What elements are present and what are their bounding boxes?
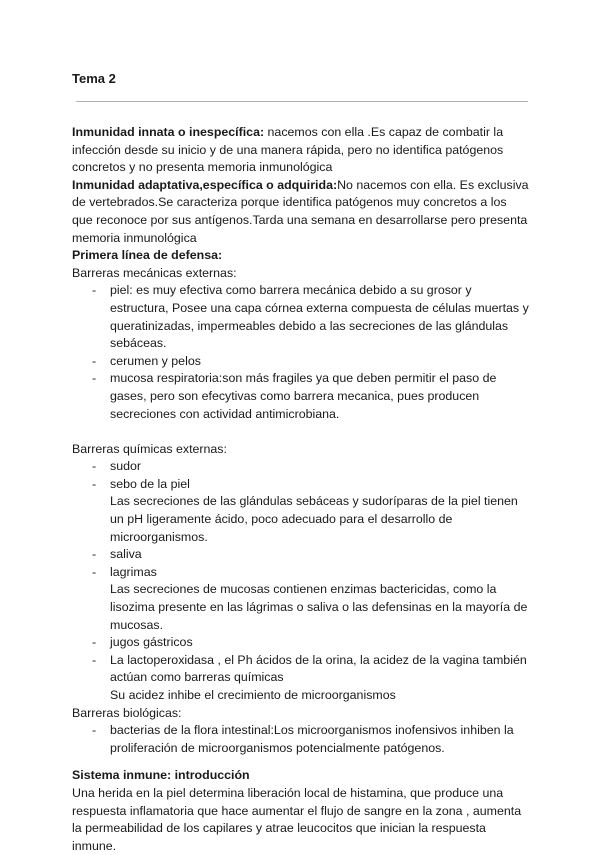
list-item: - mucosa respiratoria:son más fragiles ya que deben permitir el paso de gases, pero son efecytivas como barrera mecanica, pues producen secreciones con actividad antimicrobiana. xyxy=(92,371,497,421)
list-item-text: saliva xyxy=(110,547,142,562)
list-item-detail: Las secreciones de mucosas contienen enzimas bactericidas, como la lisozima presente en las lágrimas o saliva o las defensinas en la mayoría de mucosas. xyxy=(110,582,528,632)
list-item: - La lactoperoxidasa , el Ph ácidos de la orina, la acidez de la vagina también actúan como barreras químicas Su acidez inhibe el crecimiento de microorganismos xyxy=(92,652,527,702)
list-item: - piel: es muy efectiva como barrera mecánica debido a su grosor y estructura, Posee una capa córnea externa compuesta de células muertas y queratinizadas, impermeables debido a las secreciones de las glándulas sebáceas. xyxy=(92,283,529,351)
list-item: - saliva xyxy=(92,547,142,562)
adaptive-text: No nacemos con ella. Es exclusiva de vertebrados.Se caracteriza porque identifica patógenos muy concretos a los que reconoce por sus antígenos.Tarda una semana en desarrollarse pero presenta memoria inmunológica xyxy=(72,177,529,245)
list-item-text: piel: es muy efectiva como barrera mecánica debido a su grosor y estructura, Posee una capa córnea externa compuesta de células muertas y queratinizadas, impermeables debido a las secreciones de las glándulas sebáceas. xyxy=(110,283,529,351)
adaptive-paragraph xyxy=(72,177,530,247)
list-item-text: La lactoperoxidasa , el Ph ácidos de la orina, la acidez de la vagina también actúan como barreras químicas xyxy=(110,652,527,685)
page-title: Tema 2 xyxy=(72,71,116,86)
list-item: - jugos gástricos xyxy=(92,635,193,650)
list-item-text: cerumen y pelos xyxy=(110,353,201,368)
title-divider xyxy=(76,101,528,102)
biological-heading: Barreras biológicas: xyxy=(72,705,182,720)
list-item-detail: Las secreciones de las glándulas sebáceas y sudoríparas de la piel tienen un pH ligeramente ácido, poco adecuado para el desarrollo de microorganismos. xyxy=(110,494,518,544)
list-item: - bacterias de la flora intestinal:Los microorganismos inofensivos inhiben la proliferación de microorganismos potencialmente patógenos. xyxy=(92,723,514,755)
innate-paragraph xyxy=(72,124,530,177)
list-item-text: mucosa respiratoria:son más fragiles ya que deben permitir el paso de gases, pero son efecytivas como barrera mecanica, pues producen secreciones con actividad antimicrobiana. xyxy=(110,371,497,421)
first-line-heading: Primera línea de defensa: xyxy=(72,248,223,263)
list-item-text: sudor xyxy=(110,459,141,474)
adaptive-label: Inmunidad adaptativa,específica o adquirida: xyxy=(72,177,338,192)
mechanical-list xyxy=(72,282,530,423)
list-item-detail: Su acidez inhibe el crecimiento de microorganismos xyxy=(110,688,396,702)
chemical-list xyxy=(72,458,530,704)
innate-label: Inmunidad innata o inespecífica: xyxy=(72,125,265,139)
mechanical-heading: Barreras mecánicas externas: xyxy=(72,265,237,280)
list-item: - lagrimas Las secreciones de mucosas contienen enzimas bactericidas, como la lisozima presente en las lágrimas o saliva o las defensinas en la mayoría de mucosas. xyxy=(92,564,528,632)
list-item: - cerumen y pelos xyxy=(92,353,201,368)
immune-system-text: Una herida en la piel determina liberación local de histamina, que produce una respuesta inflamatoria que hace aumentar el flujo de sangre en la zona , aumenta la permeabilidad de los capilares y atrae leucocitos que inician la respuesta inmune. xyxy=(72,785,522,853)
list-item-text: lagrimas xyxy=(110,564,157,579)
list-item-text: jugos gástricos xyxy=(110,635,193,650)
list-item-text: bacterias de la flora intestinal:Los microorganismos inofensivos inhiben la proliferación de microorganismos potencialmente patógenos. xyxy=(110,723,514,755)
immune-system-heading: Sistema inmune: introducción xyxy=(72,768,250,783)
chemical-heading: Barreras químicas externas: xyxy=(72,441,227,456)
list-item-text: sebo de la piel xyxy=(110,476,190,491)
list-item: - sudor xyxy=(92,459,141,474)
list-item: - sebo de la piel Las secreciones de las glándulas sebáceas y sudoríparas de la piel tienen un pH ligeramente ácido, poco adecuado para el desarrollo de microorganismos. xyxy=(92,476,518,544)
innate-text: nacemos con ella .Es capaz de combatir la infección desde su inicio y de una manera rápida, pero no identifica patógenos concretos y no presenta memoria inmunológica xyxy=(72,125,504,175)
biological-list xyxy=(72,722,530,757)
